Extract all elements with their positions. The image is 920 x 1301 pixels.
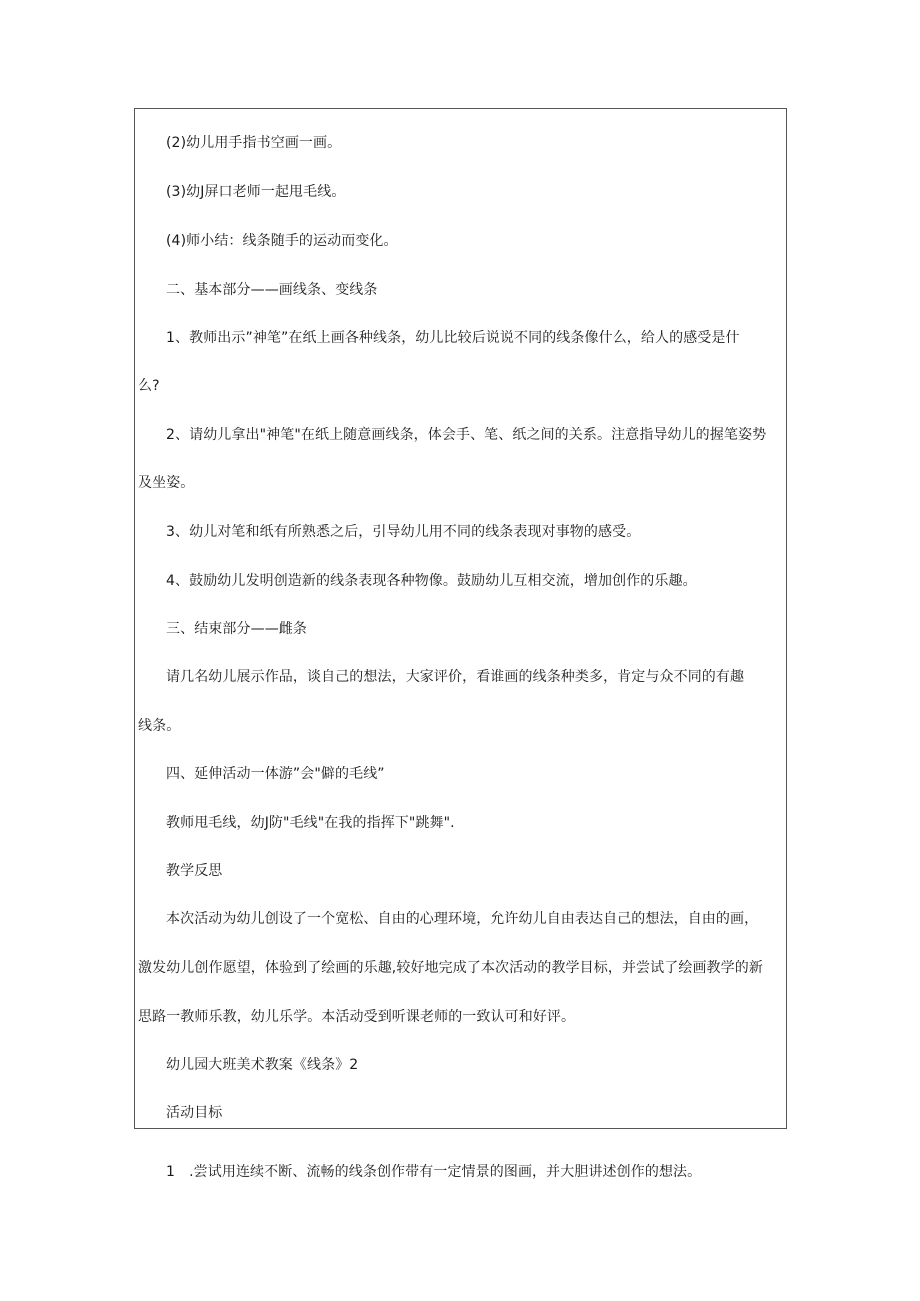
paragraph-line: 本次活动为幼儿创设了一个宽松、自由的心理环境，允许幼儿自由表达自己的想法，自由的画， — [166, 911, 759, 927]
paragraph-line: 1、教师出示”神笔”在纸上画各种线条，幼儿比较后说说不同的线条像什么，给人的感受是什 — [166, 330, 740, 346]
document-title: 幼儿园大班美术教案《线条》2 — [166, 1057, 359, 1073]
paragraph-line: 激发幼儿创作愿望，体验到了绘画的乐趣,较好地完成了本次活动的教学目标，并尝试了绘画教学的新 — [138, 960, 763, 976]
paragraph-line: (2)幼儿用手指书空画一画。 — [166, 135, 342, 151]
paragraph-line: 思路一教师乐教，幼儿乐学。本活动受到听课老师的一致认可和好评。 — [138, 1009, 576, 1025]
paragraph-line: 么? — [138, 378, 160, 394]
paragraph-line: 及坐姿。 — [138, 475, 195, 491]
paragraph-line: 请几名幼儿展示作品，谈自己的想法，大家评价，看谁画的线条种类多，肯定与众不同的有趣 — [166, 669, 745, 685]
paragraph-line: 3、幼儿对笔和纸有所熟悉之后，引导幼儿用不同的线条表现对事物的感受。 — [166, 524, 641, 540]
paragraph-line: 4、鼓励幼儿发明创造新的线条表现各种物像。鼓励幼儿互相交流，增加创作的乐趣。 — [166, 573, 697, 589]
section-heading: 教学反思 — [166, 863, 223, 879]
section-heading: 四、延伸活动一体游”会"僻的毛线” — [166, 766, 385, 782]
paragraph-line: 1 .尝试用连续不断、流畅的线条创作带有一定情景的图画，并大胆讲述创作的想法。 — [166, 1164, 702, 1180]
paragraph-line: (4)师小结：线条随手的运动而变化。 — [166, 233, 398, 249]
paragraph-line: 线条。 — [138, 718, 181, 734]
section-heading: 活动目标 — [166, 1105, 223, 1121]
paragraph-line: (3)幼J屏口老师一起甩毛线。 — [166, 184, 346, 200]
section-heading: 三、结束部分——雌条 — [166, 621, 307, 637]
paragraph-line: 2、请幼儿拿出"神笔"在纸上随意画线条，体会手、笔、纸之间的关系。注意指导幼儿的握笔姿势 — [166, 427, 767, 443]
paragraph-line: 教师甩毛线，幼J防"毛线"在我的指挥下"跳舞". — [166, 815, 455, 831]
section-heading: 二、基本部分——画线条、变线条 — [166, 282, 378, 298]
